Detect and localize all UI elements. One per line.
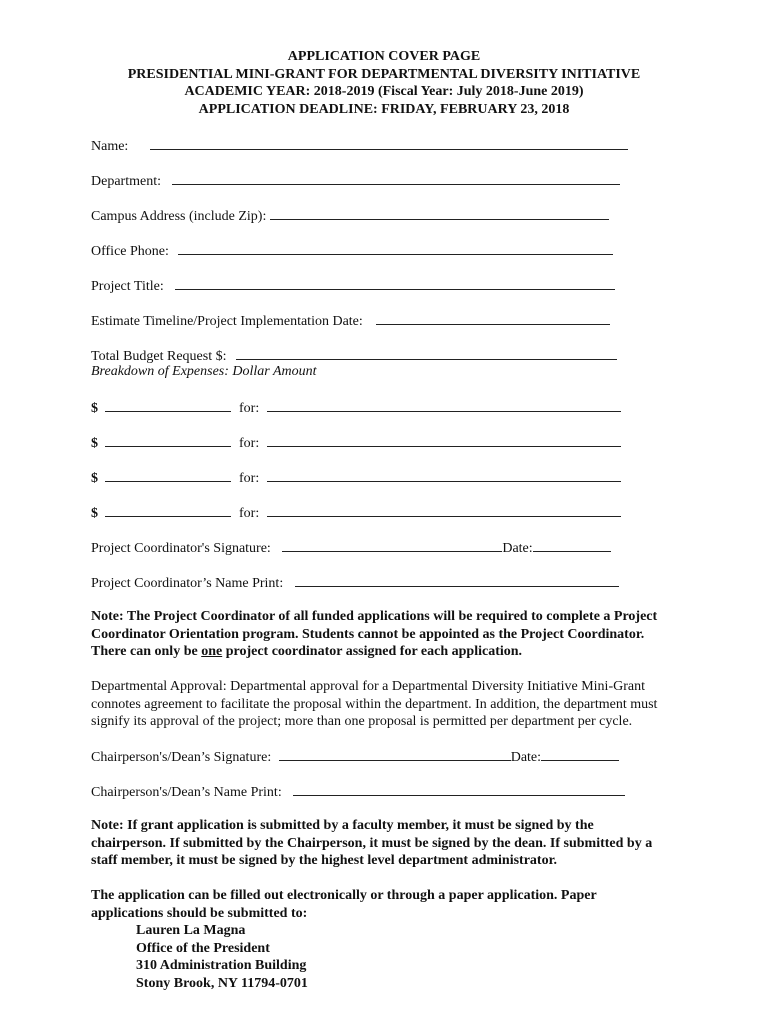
name-field-row: [91, 136, 628, 155]
departmental-approval-paragraph: [91, 678, 686, 731]
project-title-label: Project Title:: [91, 279, 164, 294]
header-deadline: APPLICATION DEADLINE: FRIDAY, FEBRUARY 23, 2018: [198, 101, 570, 117]
address-building: 310 Administration Building: [136, 958, 307, 973]
timeline-label: Estimate Timeline/Project Implementation Date:: [91, 314, 363, 329]
page-header: [0, 48, 770, 118]
coordinator-signature-label: Project Coordinator's Signature:: [91, 541, 271, 556]
coordinator-name-field[interactable]: [295, 573, 619, 587]
breakdown-label: Breakdown of Expenses: Dollar Amount: [91, 364, 317, 379]
chair-name-label: Chairperson's/Dean’s Name Print:: [91, 785, 282, 800]
coordinator-note-line-3: [91, 643, 686, 661]
expense-description-2[interactable]: [267, 433, 621, 447]
header-academic-year: ACADEMIC YEAR: 2018-2019 (Fiscal Year: July 2018-June 2019): [184, 84, 584, 99]
office-phone-field-row: [91, 241, 613, 260]
submission-instructions: [91, 887, 686, 922]
expense-amount-2[interactable]: [105, 433, 231, 447]
name-label: Name:: [91, 139, 129, 154]
header-program: PRESIDENTIAL MINI-GRANT FOR DEPARTMENTAL DIVERSITY INITIATIVE: [127, 66, 641, 82]
budget-label: Total Budget Request $:: [91, 349, 227, 364]
signature-note: [91, 817, 686, 870]
expense-amount-1[interactable]: [105, 398, 231, 412]
expense-row-3: [91, 468, 621, 487]
date-label: Date:: [502, 541, 533, 556]
coordinator-signature-row: [91, 538, 611, 557]
chair-signature-label: Chairperson's/Dean’s Signature:: [91, 750, 272, 765]
signature-note-line-1: Note: If grant application is submitted by a faculty member, it must be signed by the: [91, 818, 594, 833]
coordinator-signature-field[interactable]: [282, 538, 502, 552]
expense-description-4[interactable]: [267, 503, 621, 517]
note-text: project coordinator assigned for each application.: [222, 644, 523, 659]
dollar-sign: $: [91, 471, 98, 486]
approval-line-2: connotes agreement to facilitate the proposal within the department. In addition, the department must: [91, 696, 658, 712]
submission-line-1: The application can be filled out electronically or through a paper application. Paper: [91, 888, 597, 903]
project-title-field[interactable]: [175, 276, 615, 290]
expense-row-2: [91, 433, 621, 452]
mailing-address: [136, 922, 308, 992]
approval-line-3: signify its approval of the project; more than one proposal is permitted per department per cycle.: [91, 714, 633, 729]
coordinator-note-line-1: Note: The Project Coordinator of all funded applications will be required to complete a Project: [91, 609, 658, 624]
campus-address-label: Campus Address (include Zip):: [91, 209, 267, 224]
dollar-sign: $: [91, 401, 98, 416]
coordinator-name-label: Project Coordinator’s Name Print:: [91, 576, 284, 591]
dollar-sign: $: [91, 436, 98, 451]
note-emphasis: one: [201, 644, 223, 659]
signature-note-line-3: staff member, it must be signed by the highest level department administrator.: [91, 853, 557, 868]
timeline-field-row: [91, 311, 610, 330]
address-office: Office of the President: [136, 940, 270, 956]
office-phone-label: Office Phone:: [91, 244, 169, 259]
header-title: APPLICATION COVER PAGE: [287, 49, 481, 64]
coordinator-note: [91, 608, 686, 661]
coordinator-note-line-2: Coordinator Orientation program. Students cannot be appointed as the Project Coordinator.: [91, 626, 645, 642]
chair-signature-field[interactable]: [279, 747, 511, 761]
expense-row-1: [91, 398, 621, 417]
for-label: for:: [239, 401, 260, 416]
department-label: Department:: [91, 174, 161, 189]
budget-field[interactable]: [236, 346, 617, 360]
chair-name-field[interactable]: [293, 782, 625, 796]
campus-address-field[interactable]: [270, 206, 609, 220]
campus-address-field-row: [91, 206, 609, 225]
chair-name-row: [91, 782, 625, 801]
address-recipient: Lauren La Magna: [136, 923, 246, 938]
name-field[interactable]: [150, 136, 628, 150]
dollar-sign: $: [91, 506, 98, 521]
expense-description-3[interactable]: [267, 468, 621, 482]
for-label: for:: [239, 471, 260, 486]
approval-line-1: Departmental Approval: Departmental approval for a Departmental Diversity Initiative Mini-Grant: [91, 679, 645, 694]
expense-amount-4[interactable]: [105, 503, 231, 517]
expense-description-1[interactable]: [267, 398, 621, 412]
note-text: There can only be: [91, 644, 202, 659]
chair-signature-row: [91, 747, 619, 766]
project-title-field-row: [91, 276, 615, 295]
chair-date-field[interactable]: [541, 747, 619, 761]
expense-row-4: [91, 503, 621, 522]
coordinator-date-field[interactable]: [533, 538, 611, 552]
office-phone-field[interactable]: [178, 241, 613, 255]
timeline-field[interactable]: [376, 311, 610, 325]
department-field-row: [91, 171, 620, 190]
address-city: Stony Brook, NY 11794-0701: [136, 975, 308, 991]
department-field[interactable]: [172, 171, 620, 185]
for-label: for:: [239, 506, 260, 521]
submission-line-2: applications should be submitted to:: [91, 905, 308, 921]
for-label: for:: [239, 436, 260, 451]
date-label: Date:: [510, 750, 542, 765]
coordinator-name-row: [91, 573, 619, 592]
expense-amount-3[interactable]: [105, 468, 231, 482]
signature-note-line-2: chairperson. If submitted by the Chairperson, it must be signed by the dean. If submitted by a: [91, 835, 653, 851]
